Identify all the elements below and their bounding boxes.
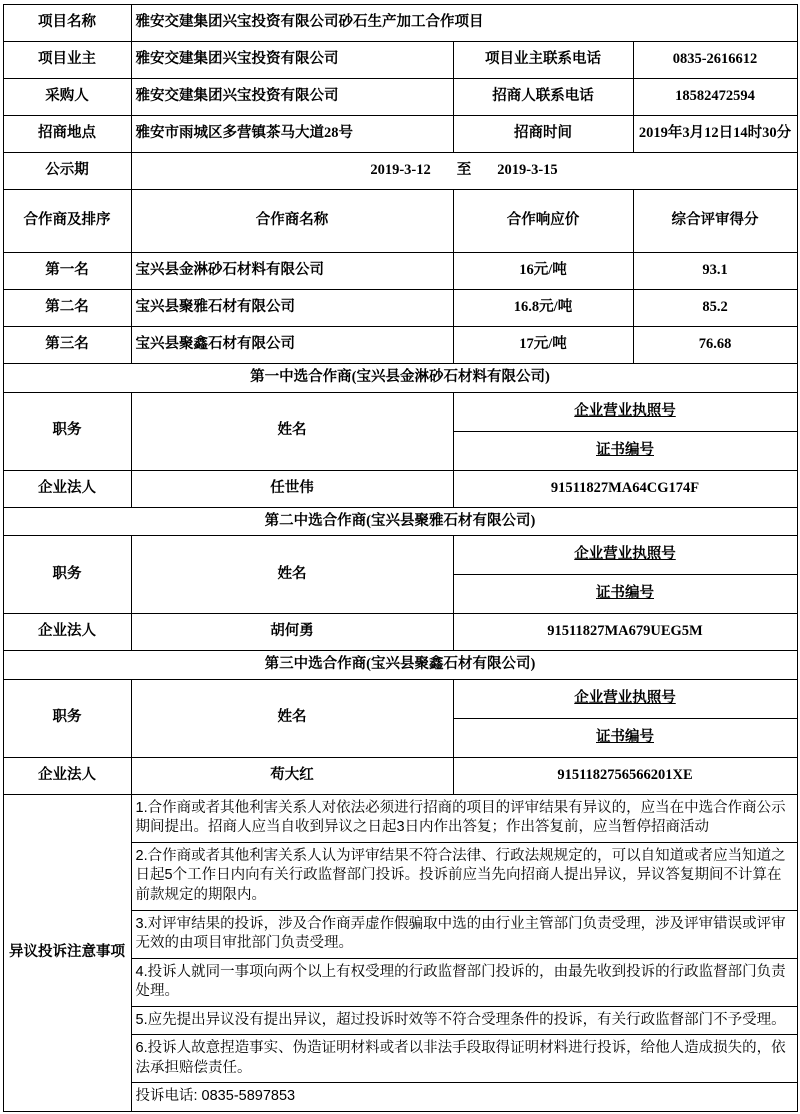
public-period-start: 2019-3-12 <box>370 162 431 179</box>
table-row <box>3 757 797 794</box>
rank-label-2: 第二名 <box>3 290 131 327</box>
winner-2-col-cert: 证书编号 <box>453 575 797 614</box>
winner-3-col-name: 姓名 <box>131 679 453 757</box>
table-row <box>3 290 797 327</box>
company-price-2: 16.8元/吨 <box>453 290 633 327</box>
winner-2-col-name: 姓名 <box>131 536 453 614</box>
winner-1-col-name: 姓名 <box>131 392 453 470</box>
section-title-row <box>3 507 797 536</box>
table-header-row <box>3 536 797 575</box>
winner-3-license: 9151182756566201XE <box>453 757 797 794</box>
company-price-3: 17元/吨 <box>453 327 633 364</box>
table-row <box>3 614 797 651</box>
winner-1-col-cert: 证书编号 <box>453 431 797 470</box>
field-value-agent-phone: 18582472594 <box>633 79 797 116</box>
winner-3-col-license: 企业营业执照号 <box>453 679 797 718</box>
winner-3-title: 第三中选合作商(宝兴县聚鑫石材有限公司) <box>3 651 797 680</box>
field-value-owner-phone: 0835-2616612 <box>633 42 797 79</box>
field-value-owner: 雅安交建集团兴宝投资有限公司 <box>131 42 453 79</box>
public-period-end: 2019-3-15 <box>497 162 558 179</box>
company-name-2: 宝兴县聚雅石材有限公司 <box>131 290 453 327</box>
winner-2-title: 第二中选合作商(宝兴县聚雅石材有限公司) <box>3 507 797 536</box>
table-row <box>3 253 797 290</box>
company-name-1: 宝兴县金淋砂石材料有限公司 <box>131 253 453 290</box>
section-title-row <box>3 364 797 393</box>
note-item-4: 4.投诉人就同一事项向两个以上有权受理的行政监督部门投诉的，由最先收到投诉的行政监督部门负责处理。 <box>131 958 797 1006</box>
field-label-location: 招商地点 <box>3 116 131 153</box>
company-score-2: 85.2 <box>633 290 797 327</box>
winner-1-title: 第一中选合作商(宝兴县金淋砂石材料有限公司) <box>3 364 797 393</box>
notes-label: 异议投诉注意事项 <box>3 794 131 1111</box>
table-header-row <box>3 679 797 718</box>
field-value-purchaser: 雅安交建集团兴宝投资有限公司 <box>131 79 453 116</box>
winner-3-name: 苟大红 <box>131 757 453 794</box>
winner-3-col-post: 职务 <box>3 679 131 757</box>
announcement-table <box>3 4 798 1112</box>
note-item-5: 5.应先提出异议没有提出异议，超过投诉时效等不符合受理条件的投诉，有关行政监督部门不予受理。 <box>131 1006 797 1035</box>
col-header-price: 合作响应价 <box>453 190 633 253</box>
table-row <box>3 327 797 364</box>
rank-label-1: 第一名 <box>3 253 131 290</box>
company-score-3: 76.68 <box>633 327 797 364</box>
field-label-owner-phone: 项目业主联系电话 <box>453 42 633 79</box>
field-label-agent-phone: 招商人联系电话 <box>453 79 633 116</box>
winner-2-license: 91511827MA679UEG5M <box>453 614 797 651</box>
field-label-purchaser: 采购人 <box>3 79 131 116</box>
field-label-time: 招商时间 <box>453 116 633 153</box>
winner-1-col-post: 职务 <box>3 392 131 470</box>
table-header-row <box>3 190 797 253</box>
section-title-row <box>3 651 797 680</box>
field-label-public-period: 公示期 <box>3 153 131 190</box>
table-row <box>3 5 797 42</box>
winner-1-license: 91511827MA64CG174F <box>453 470 797 507</box>
winner-2-col-post: 职务 <box>3 536 131 614</box>
col-header-rank: 合作商及排序 <box>3 190 131 253</box>
winner-2-col-license: 企业营业执照号 <box>453 536 797 575</box>
company-name-3: 宝兴县聚鑫石材有限公司 <box>131 327 453 364</box>
table-row <box>3 153 797 190</box>
field-value-location: 雅安市雨城区多营镇茶马大道28号 <box>131 116 453 153</box>
note-item-3: 3.对评审结果的投诉，涉及合作商弄虚作假骗取中选的由行业主管部门负责受理，涉及评审错误或评审无效的由项目审批部门负责受理。 <box>131 910 797 958</box>
public-period-separator: 至 <box>456 162 472 179</box>
table-row <box>3 42 797 79</box>
field-value-public-period <box>131 153 797 190</box>
field-value-project-name: 雅安交建集团兴宝投资有限公司砂石生产加工合作项目 <box>131 5 797 42</box>
company-score-1: 93.1 <box>633 253 797 290</box>
field-label-owner: 项目业主 <box>3 42 131 79</box>
winner-2-name: 胡何勇 <box>131 614 453 651</box>
winner-1-name: 任世伟 <box>131 470 453 507</box>
complaint-phone: 投诉电话: 0835-5897853 <box>131 1083 797 1112</box>
note-item-6: 6.投诉人故意捏造事实、伪造证明材料或者以非法手段取得证明材料进行投诉，给他人造成损失的，依法承担赔偿责任。 <box>131 1035 797 1083</box>
note-item-1: 1.合作商或者其他利害关系人对依法必须进行招商的项目的评审结果有异议的，应当在中选合作商公示期间提出。招商人应当自收到异议之日起3日内作出答复；作出答复前，应当暂停招商活动 <box>131 794 797 842</box>
field-value-time: 2019年3月12日14时30分 <box>633 116 797 153</box>
field-label-project-name: 项目名称 <box>3 5 131 42</box>
winner-2-post: 企业法人 <box>3 614 131 651</box>
notes-row <box>3 794 797 842</box>
note-item-2: 2.合作商或者其他利害关系人认为评审结果不符合法律、行政法规规定的，可以自知道或者应当知道之日起5个工作日内向有关行政监督部门投诉。投诉前应当先向招商人提出异议，异议答复期间不计算在前款规定的期限内。 <box>131 842 797 910</box>
col-header-score: 综合评审得分 <box>633 190 797 253</box>
winner-3-col-cert: 证书编号 <box>453 718 797 757</box>
winner-1-col-license: 企业营业执照号 <box>453 392 797 431</box>
table-header-row <box>3 392 797 431</box>
table-row <box>3 116 797 153</box>
company-price-1: 16元/吨 <box>453 253 633 290</box>
table-row <box>3 79 797 116</box>
winner-1-post: 企业法人 <box>3 470 131 507</box>
rank-label-3: 第三名 <box>3 327 131 364</box>
winner-3-post: 企业法人 <box>3 757 131 794</box>
table-row <box>3 470 797 507</box>
col-header-company: 合作商名称 <box>131 190 453 253</box>
